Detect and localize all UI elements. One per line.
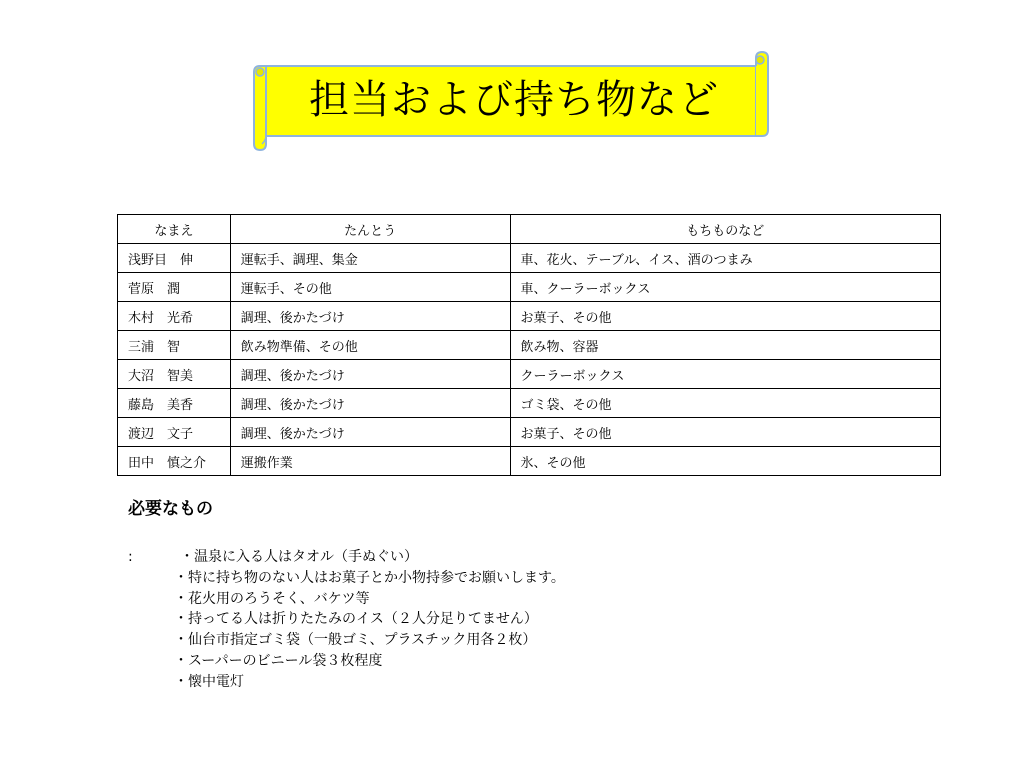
cell-name: 浅野目 伸 <box>118 244 231 273</box>
cell-role: 調理、後かたづけ <box>230 302 510 331</box>
list-item: ・花火用のろうそく、バケツ等 <box>174 590 370 607</box>
header-name: なまえ <box>118 215 231 244</box>
table-row <box>118 389 941 418</box>
cell-items: 車、クーラーボックス <box>510 273 940 302</box>
header-role: たんとう <box>230 215 510 244</box>
table-row <box>118 302 941 331</box>
cell-name: 藤島 美香 <box>118 389 231 418</box>
table-row <box>118 360 941 389</box>
needs-heading: 必要なもの <box>128 499 213 519</box>
cell-role: 飲み物準備、その他 <box>230 331 510 360</box>
list-item: ・温泉に入る人はタオル（手ぬぐい） <box>180 549 418 565</box>
cell-role: 調理、後かたづけ <box>230 360 510 389</box>
header-items: もちものなど <box>510 215 940 244</box>
list-item: ・持ってる人は折りたたみのイス（２人分足りてません） <box>174 611 538 628</box>
cell-items: 車、花火、テーブル、イス、酒のつまみ <box>510 244 940 273</box>
cell-items: ゴミ袋、その他 <box>510 389 940 418</box>
assignment-table <box>117 214 941 476</box>
table-header-row <box>118 215 941 244</box>
cell-items: クーラーボックス <box>510 360 940 389</box>
cell-role: 調理、後かたづけ <box>230 389 510 418</box>
cell-role: 調理、後かたづけ <box>230 418 510 447</box>
cell-name: 渡辺 文子 <box>118 418 231 447</box>
table-row <box>118 244 941 273</box>
needs-colon: : <box>128 549 133 565</box>
cell-name: 大沼 智美 <box>118 360 231 389</box>
page-title: 担当および持ち物など <box>309 77 719 123</box>
cell-items: 飲み物、容器 <box>510 331 940 360</box>
table-row <box>118 418 941 447</box>
list-item: ・特に持ち物のない人はお菓子とか小物持参でお願いします。 <box>174 569 565 586</box>
needs-list <box>174 547 565 693</box>
cell-items: お菓子、その他 <box>510 302 940 331</box>
table-row <box>118 273 941 302</box>
list-item: ・懐中電灯 <box>174 673 244 690</box>
table-row <box>118 447 941 476</box>
cell-name: 三浦 智 <box>118 331 231 360</box>
cell-name: 田中 慎之介 <box>118 447 231 476</box>
list-item: ・仙台市指定ゴミ袋（一般ゴミ、プラスチック用各２枚） <box>174 632 537 649</box>
cell-role: 運搬作業 <box>230 447 510 476</box>
list-item: ・スーパーのビニール袋３枚程度 <box>174 652 383 669</box>
cell-items: 氷、その他 <box>510 447 940 476</box>
cell-name: 木村 光希 <box>118 302 231 331</box>
cell-items: お菓子、その他 <box>510 418 940 447</box>
cell-name: 菅原 潤 <box>118 273 231 302</box>
cell-role: 運転手、その他 <box>230 273 510 302</box>
table-row <box>118 331 941 360</box>
cell-role: 運転手、調理、集金 <box>230 244 510 273</box>
